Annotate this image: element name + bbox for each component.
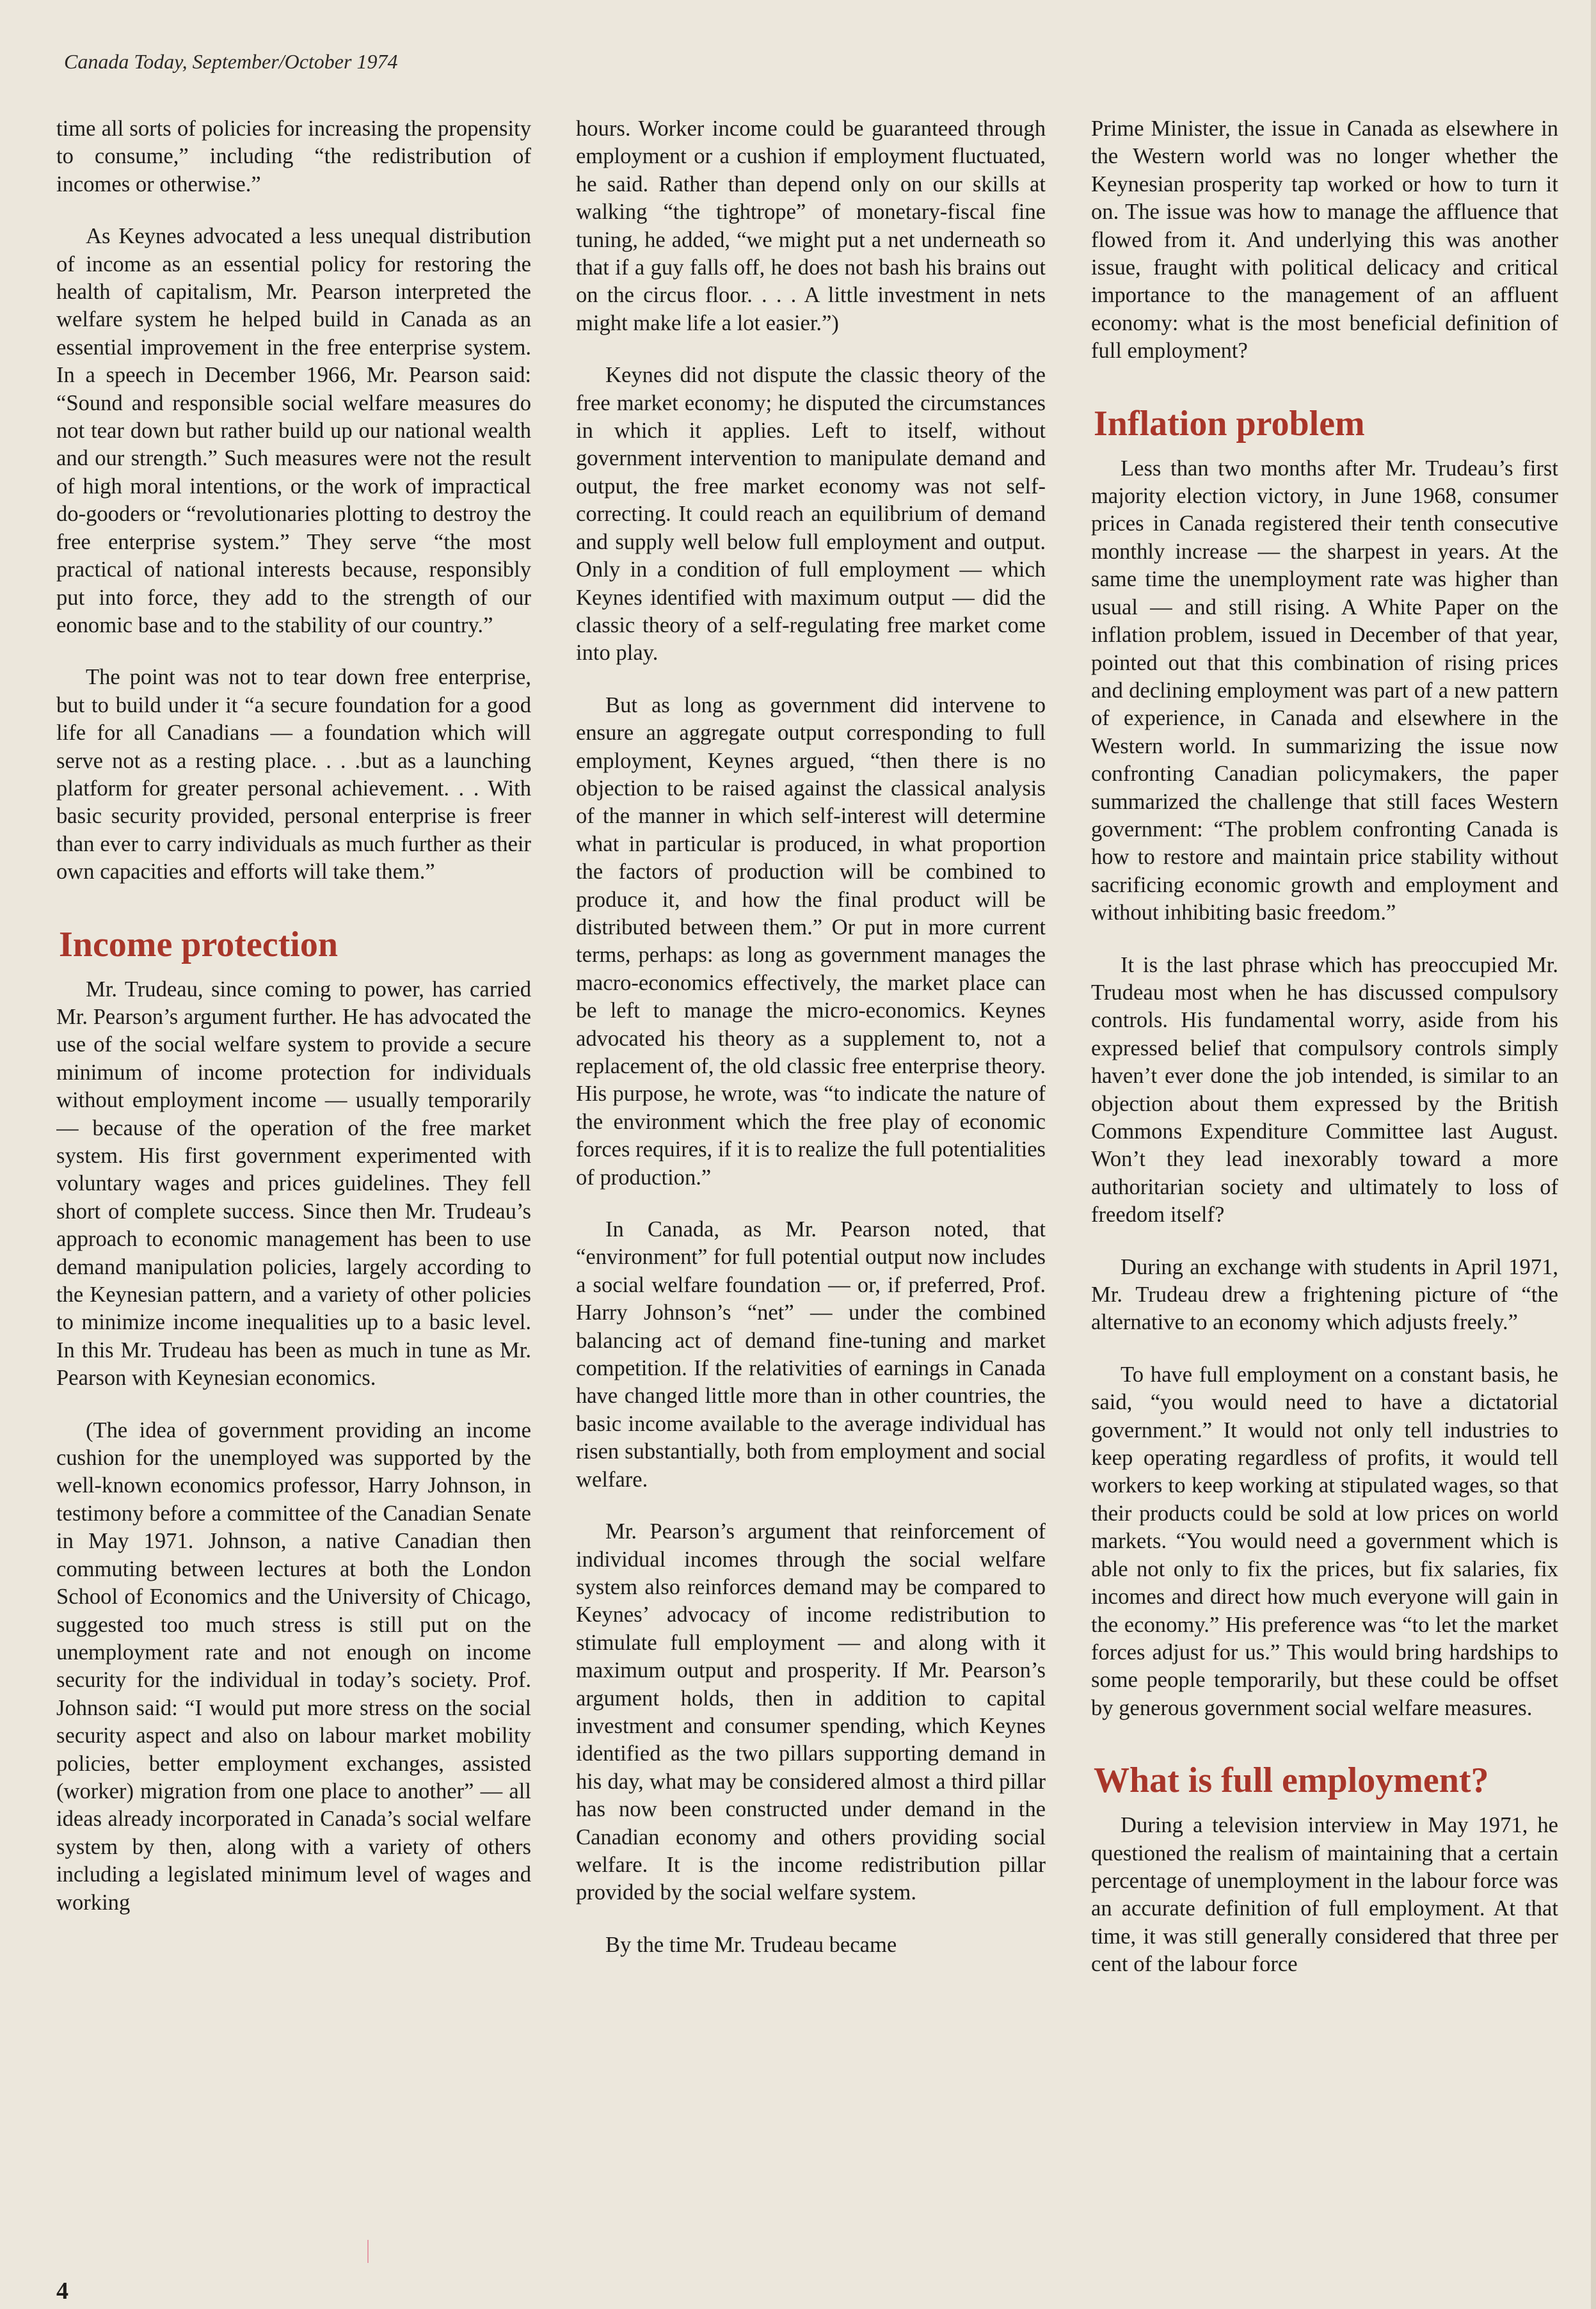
paragraph: The point was not to tear down free enterprise, but to build under it “a secure foundation for a good life for all Canadians — a foundation which will serve not as a resting place. . . .but as a launching platform for greater personal achievement. . . With basic security provided, personal enterprise is freer than ever to carry individuals as much further as their own capacities and efforts will take them.” bbox=[56, 665, 531, 884]
paragraph: Mr. Pearson’s argument that reinforcement of individual incomes through the social welfare system also reinforces demand may be compared to Keynes’ advocacy of income redistribution to stimulate full employment — and along with it maximum output and prosperity. If Mr. Pearson’s argument holds, then in addition to capital investment and consumer spending, which Keynes identified as the two pillars supporting demand in his day, what may be considered almost a third pillar has now been constructed under demand in the Canadian economy and others providing social welfare. It is the income redistribution pillar provided by the social welfare system. bbox=[576, 1519, 1046, 1905]
paragraph: During an exchange with students in April 1971, Mr. Trudeau drew a frightening picture of “the alternative to an economy which adjusts freely.” bbox=[1091, 1254, 1558, 1335]
binding-mark bbox=[367, 2240, 369, 2263]
paragraph: hours. Worker income could be guaranteed through employment or a cushion if employment fluctuated, he said. Rather than depend only on our skills at walking “the tightrope” of monetary-fiscal fine tuning, he added, “we might put a net underneath so that if a guy falls off, he does not bash his brains out on the circus floor. . . . A little investment in nets might make life a lot easier.”) bbox=[576, 116, 1046, 335]
paragraph: It is the last phrase which has preoccupied Mr. Trudeau most when he has discussed compulsory controls. His fundamental worry, aside from his expressed belief that compulsory controls simply haven’t ever done the job intended, is similar to an objection about them expressed by the British Commons Expenditure Committee last August. Won’t they lead inexorably toward a more authoritarian society and ultimately to loss of freedom itself? bbox=[1091, 952, 1558, 1227]
section-heading: What is full employment? bbox=[1094, 1761, 1489, 1801]
running-head: Canada Today, September/October 1974 bbox=[64, 50, 398, 73]
paragraph: Mr. Trudeau, since coming to power, has carried Mr. Pearson’s argument further. He has advocated the use of the social welfare system to provide a secure minimum of income protection for individuals without employment income — usually temporarily — because of the operation of the free market system. His first government experimented with voluntary wages and prices guidelines. They fell short of complete success. Since then Mr. Trudeau’s approach to economic management has been to use demand manipulation policies, largely according to the Keynesian pattern, and a variety of other policies to minimize income inequalities up to a basic level. In this Mr. Trudeau has been as much in tune as Mr. Pearson with Keynesian economics. bbox=[56, 977, 531, 1391]
paragraph: As Keynes advocated a less unequal distribution of income as an essential policy for restoring the health of capitalism, Mr. Pearson interpreted the welfare system he helped build in Canada as an essential improvement in the free enterprise system. In a speech in December 1966, Mr. Pearson said: “Sound and responsible social welfare measures do not tear down but rather build up our national wealth and our strength.” Such measures were not the result of high moral intentions, or the work of impractical do-gooders or “revolutionaries plotting to destroy the free enterprise system.” They serve “the most practical of national interests because, responsibly put into force, they add to the strength of our eonomic base and to the stability of our country.” bbox=[56, 224, 531, 637]
column-1 bbox=[56, 115, 531, 2246]
paragraph: To have full employment on a constant basis, he said, “you would need to have a dictatorial government.” It would not only tell industries to keep operating regardless of profits, it would tell workers to keep working at stipulated wages, so that their products could be sold at low prices on world markets. “You would need a government which is able not only to fix the prices, but fix salaries, fix incomes and direct how much everyone will gain in the economy.” His preference was “to let the market forces adjust for us.” This would bring hardships to some people temporarily, but these could be offset by generous government social welfare measures. bbox=[1091, 1362, 1558, 1720]
column-2 bbox=[576, 115, 1046, 2246]
column-3 bbox=[1091, 115, 1558, 2246]
page-number: 4 bbox=[56, 2278, 68, 2305]
section-heading: Income protection bbox=[59, 924, 338, 964]
paragraph: But as long as government did intervene to ensure an aggregate output corresponding to full employment, Keynes argued, “then there is no objection to be raised against the classical analysis of the manner in which self-interest will determine what in particular is produced, in what proportion the factors of production will be combined to produce it, and how the final product will be distributed between them.” Or put in more current terms, perhaps: as long as government manages the macro-economics effectively, the market place can be left to manage the micro-economics. Keynes advocated his theory as a supplement to, not a replacement of, the old classic free enterprise theory. His purpose, he wrote, was “to indicate the nature of the environment which the free play of economic forces requires, if it is to realize the full potentialities of production.” bbox=[576, 692, 1046, 1190]
paragraph: Less than two months after Mr. Trudeau’s first majority election victory, in June 1968, consumer prices in Canada registered their tenth consecutive monthly increase — the sharpest in years. At the same time the unemployment rate was higher than usual — and still rising. A White Paper on the inflation problem, issued in December of that year, pointed out that this combination of rising prices and declining employment was part of a new pattern of experience, in Canada and elsewhere in the Western world. In summarizing the issue now confronting Canadian policymakers, the paper summarized the challenge that still faces Western government: “The problem confronting Canada is how to restore and maintain price stability without sacrificing economic growth and employment and without inhibiting basic freedom.” bbox=[1091, 456, 1558, 925]
page-edge bbox=[1591, 0, 1596, 2309]
paragraph: Prime Minister, the issue in Canada as elsewhere in the Western world was no longer whether the Keynesian prosperity tap worked or how to turn it on. The issue was how to manage the affluence that flowed from it. And underlying this was another issue, fraught with political delicacy and critical importance to the management of an affluent economy: what is the most beneficial definition of full employment? bbox=[1091, 116, 1558, 364]
paragraph: By the time Mr. Trudeau became bbox=[605, 1932, 897, 1957]
paragraph: During a television interview in May 1971, he questioned the realism of maintaining that a certain percentage of unemployment in the labour force was an accurate definition of full employment. At that time, it was still generally considered that three per cent of the labour force bbox=[1091, 1813, 1558, 1977]
paragraph: In Canada, as Mr. Pearson noted, that “environment” for full potential output now includes a social welfare foundation — or, if preferred, Prof. Harry Johnson’s “net” — under the combined balancing act of demand fine-tuning and market competition. If the relativities of earnings in Canada have changed little more than in other countries, the basic income available to the average individual has risen substantially, both from employment and social welfare. bbox=[576, 1217, 1046, 1492]
paragraph: Keynes did not dispute the classic theory of the free market economy; he disputed the circumstances in which it applies. Left to itself, without government intervention to manipulate demand and output, the free market economy was not self-correcting. It could reach an equilibrium of demand and supply well below full employment and output. Only in a condition of full employment — which Keynes identified with maximum output — did the classic theory of a self-regulating free market come into play. bbox=[576, 363, 1046, 666]
paragraph: time all sorts of policies for increasing the propensity to consume,” including “the redistribution of incomes or otherwise.” bbox=[56, 116, 531, 196]
section-heading: Inflation problem bbox=[1094, 403, 1365, 443]
paragraph: (The idea of government providing an income cushion for the unemployed was supported by the well-known economics professor, Harry Johnson, in testimony before a committee of the Canadian Senate in May 1971. Johnson, a native Canadian then commuting between lectures at both the London School of Economics and the University of Chicago, suggested too much stress is still put on the unemployment rate and not enough on income security for the individual in today’s society. Prof. Johnson said: “I would put more stress on the social security aspect and also on labour market mobility policies, better employment exchanges, assisted (worker) migration from one place to another” — all ideas already incorporated in Canada’s social welfare system by then, along with a variety of others including a legislated minimum level of wages and working bbox=[56, 1418, 531, 1915]
